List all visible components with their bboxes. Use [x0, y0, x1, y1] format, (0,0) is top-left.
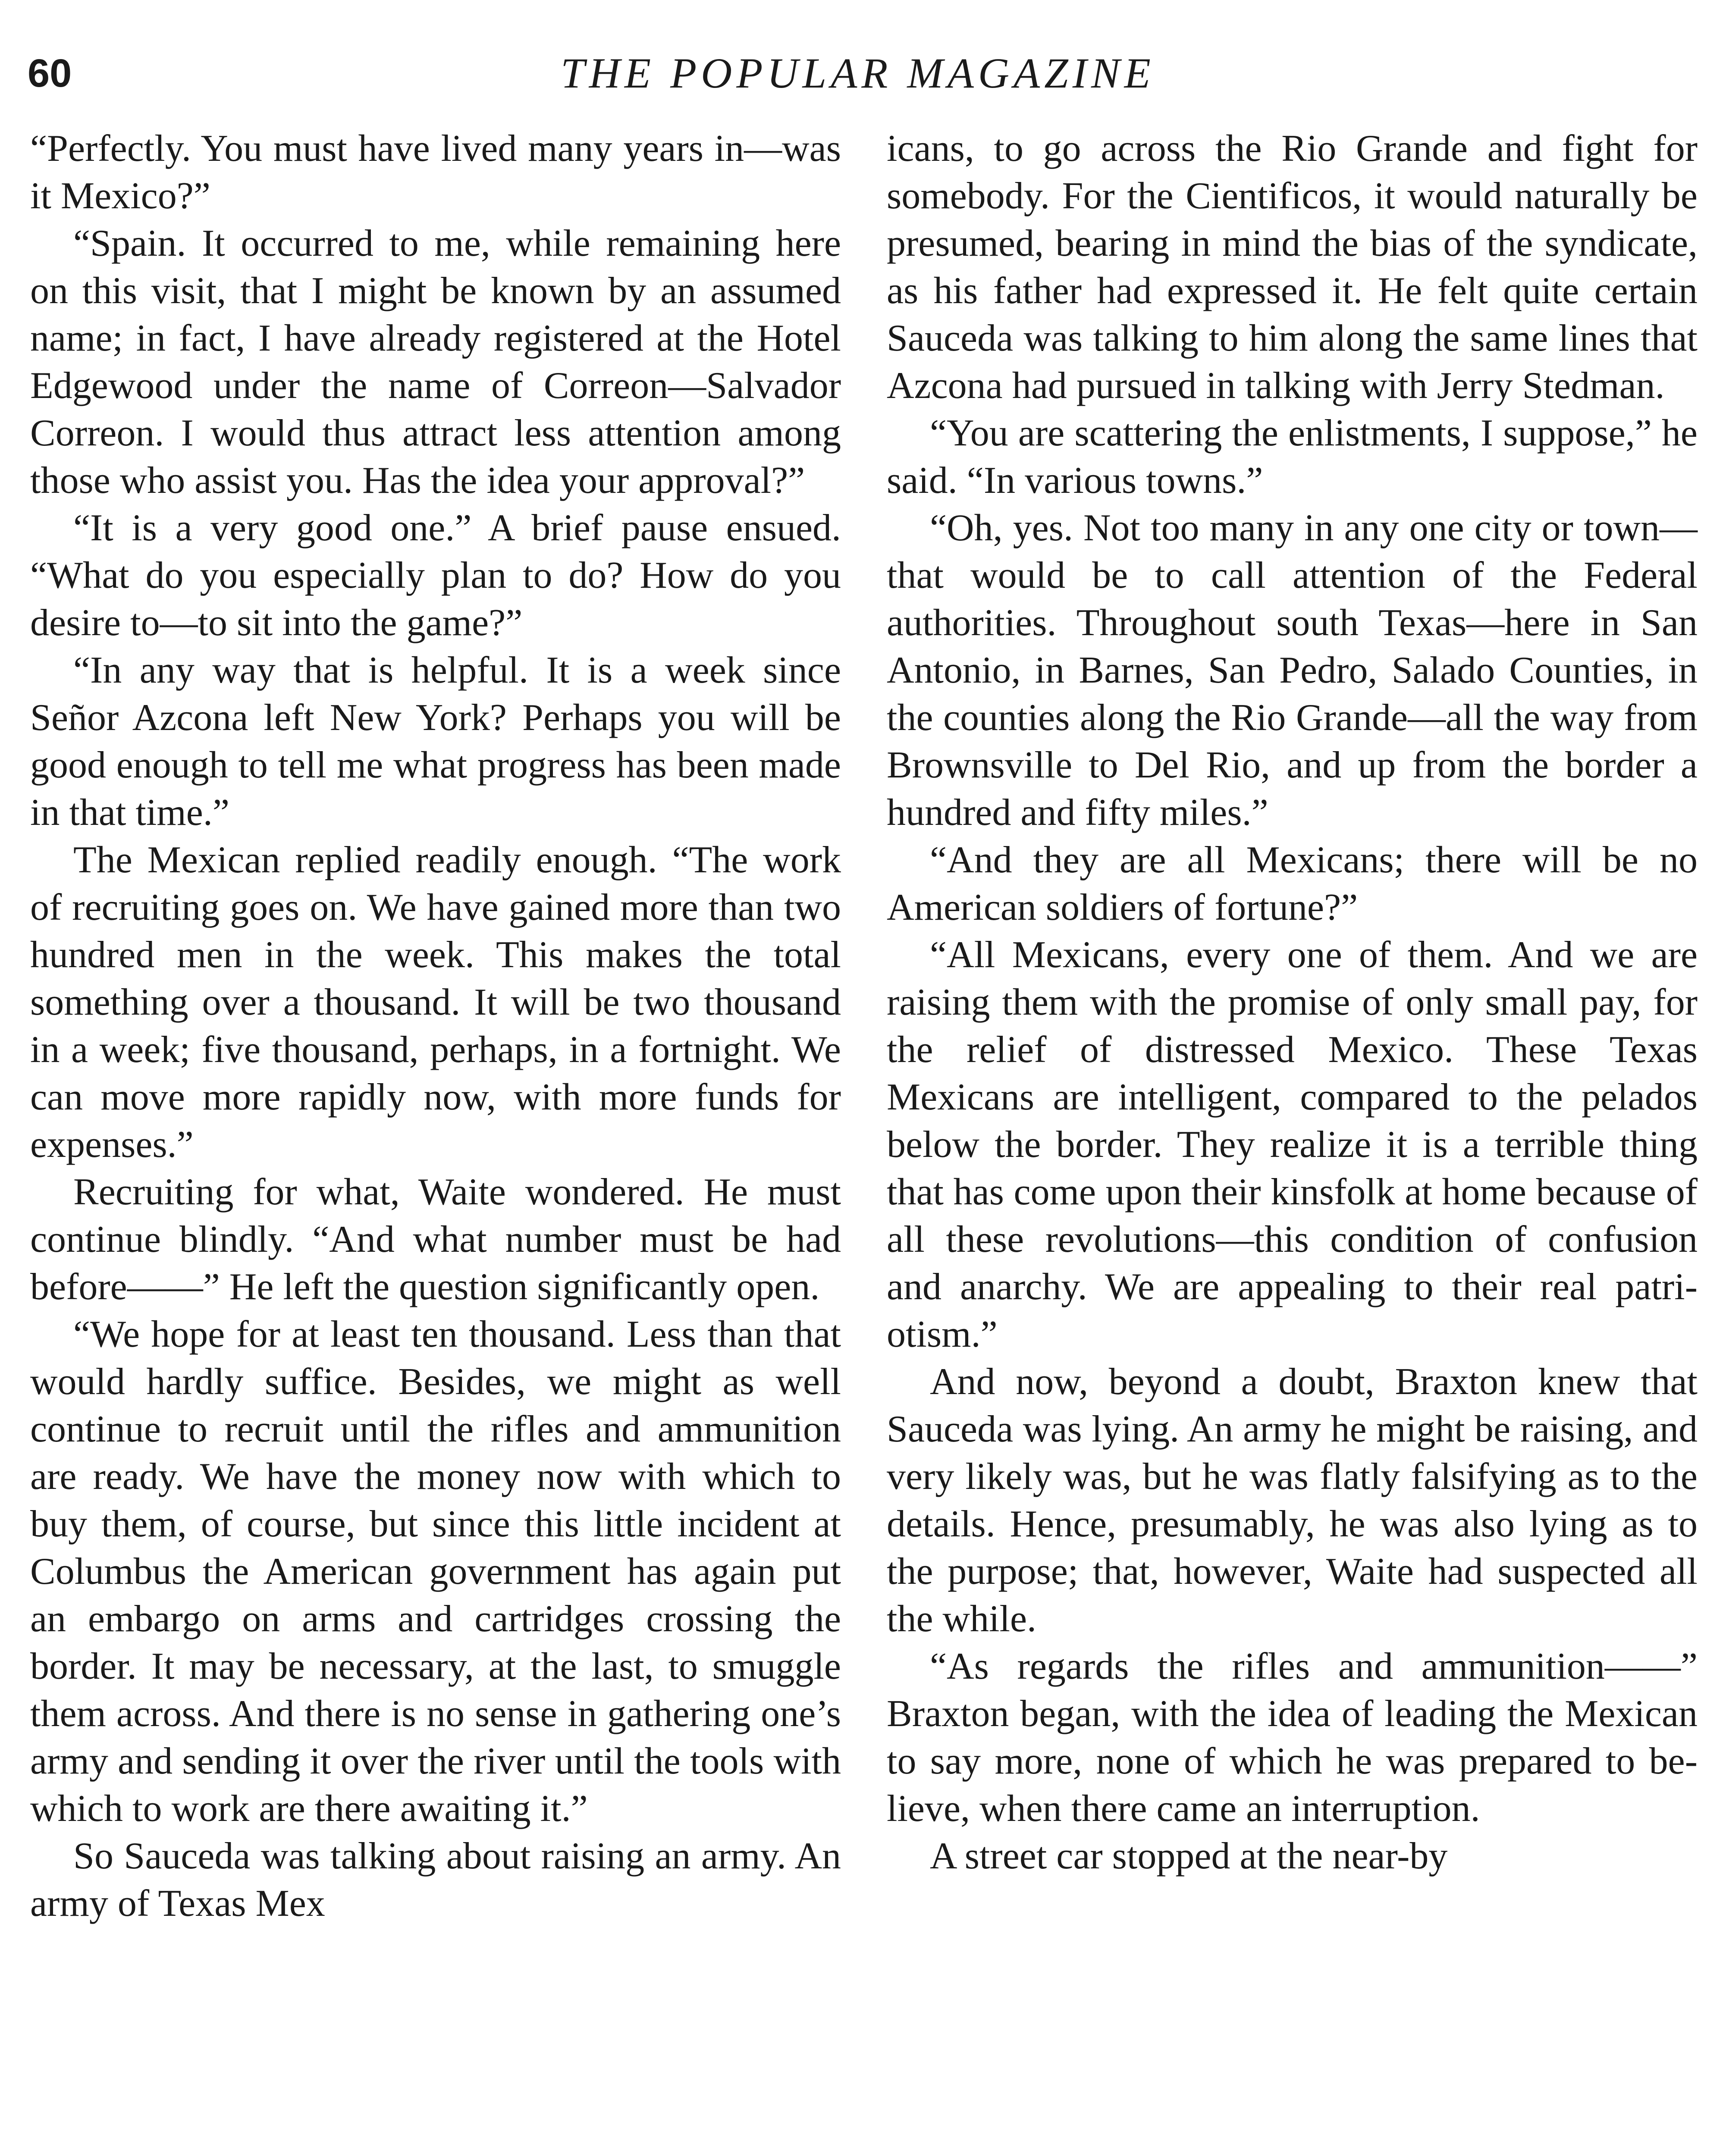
left-column — [30, 125, 841, 1927]
paragraph: “Perfectly. You must have lived many years in—was it Mexico?” — [30, 128, 841, 217]
paragraph: And now, beyond a doubt, Braxton knew that Sauceda was lying. An army he might be raising, and very likely was, but he was flatly falsifying as to the details. Hence, presumably, he was also lying as to the purpose; that, however, Waite had suspected all the while. — [887, 1361, 1698, 1640]
paragraph: “In any way that is helpful. It is a week since Señor Azcona left New York? Perhaps you will be good enough to tell me what progress has been made in that time.” — [30, 649, 841, 834]
right-column — [887, 125, 1698, 1880]
paragraph: Recruiting for what, Waite wondered. He must continue blindly. “And what number must be had before——” He left the question significantly open. — [30, 1171, 841, 1308]
paragraph: “As regards the rifles and ammunition——” Braxton began, with the idea of leading the Mexican to say more, none of which he was prepared to believe, when there came an interruption. — [887, 1645, 1698, 1830]
paragraph: “And they are all Mexicans; there will be no American soldiers of fortune?” — [887, 839, 1698, 928]
paragraph: “Spain. It occurred to me, while remaining here on this visit, that I might be known by an assumed name; in fact, I have already registered at the Hotel Edgewood under the name of Correon—Salvador Correon. I would thus attract less attention among those who assist you. Has the idea your approval?” — [30, 222, 841, 501]
page-header — [28, 43, 1688, 103]
running-title: THE POPULAR MAGAZINE — [561, 49, 1155, 97]
paragraph: “You are scattering the enlistments, I suppose,” he said. “In various towns.” — [887, 412, 1698, 501]
paragraph: “Oh, yes. Not too many in any one city or town—that would be to call attention of the Federal authorities. Throughout south Texas—here in San Antonio, in Barnes, San Pedro, Salado Counties, in the counties along the Rio Grande—all the way from Brownsville to Del Rio, and up from the border a hundred and fifty miles.” — [887, 507, 1698, 834]
paragraph: So Sauceda was talking about raising an army. An army of Texas Mex — [30, 1835, 841, 1924]
paragraph-continuation: icans, to go across the Rio Grande and fight for somebody. For the Cientificos, it would naturally be presumed, bearing in mind the bias of the syndicate, as his father had expressed it. He felt quite certain Sauceda was talking to him along the same lines that Azcona had pursued in talking with Jerry Stedman. — [887, 128, 1698, 407]
paragraph: “It is a very good one.” A brief pause ensued. “What do you especially plan to do? How do you desire to—to sit into the game?” — [30, 507, 841, 644]
paragraph: The Mexican replied readily enough. “The work of recruiting goes on. We have gained more than two hundred men in the week. This makes the total something over a thousand. It will be two thousand in a week; five thousand, perhaps, in a fortnight. We can move more rapidly now, with more funds for expenses.” — [30, 839, 841, 1166]
paragraph: “All Mexicans, every one of them. And we are raising them with the promise of only small pay, for the relief of distressed Mexico. These Texas Mexicans are intelligent, compared to the pelados below the border. They realize it is a terrible thing that has come upon their kinsfolk at home because of all these revolutions—this condition of confusion and anarchy. We are appealing to their real patriotism.” — [887, 934, 1698, 1355]
paragraph: A street car stopped at the near-by — [930, 1835, 1448, 1877]
paragraph: “We hope for at least ten thousand. Less than that would hardly suffice. Besides, we might as well continue to recruit until the rifles and ammunition are ready. We have the money now with which to buy them, of course, but since this little incident at Columbus the American government has again put an embargo on arms and cartridges crossing the border. It may be necessary, at the last, to smuggle them across. And there is no sense in gathering one’s army and sending it over the river until the tools with which to work are there awaiting it.” — [30, 1313, 841, 1830]
page-number: 60 — [28, 51, 72, 95]
